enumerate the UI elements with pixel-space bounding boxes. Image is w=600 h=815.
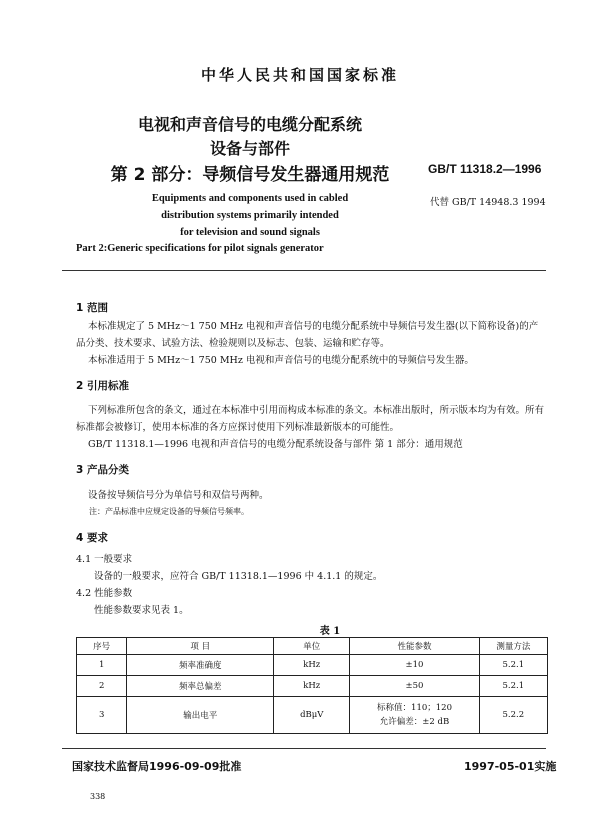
table-cell: kHz [274, 655, 350, 676]
standard-code: GB/T 11318.2—1996 [428, 162, 542, 176]
table-cell: 5.2.1 [479, 655, 547, 676]
implementation-date: 1997-05-01实施 [464, 760, 557, 773]
footer-divider [62, 748, 546, 749]
english-title-line-3: for television and sound signals [180, 227, 320, 238]
table-cell: dBμV [274, 697, 350, 734]
table-row [77, 697, 548, 734]
document-title-line-3: 第 2 部分：导频信号发生器通用规范 [110, 165, 390, 185]
replaces-standard: 代替 GB/T 14948.3 1994 [430, 197, 546, 208]
table-cell: 输出电平 [127, 697, 274, 734]
section-2-paragraph: 下列标准所包含的条文，通过在本标准中引用而构成本标准的条文。本标准出版时，所示版本均为有效。所有标准都会被修订，使用本标准的各方应探讨使用下列标准最新版本的可能性。 [76, 405, 545, 433]
table-cell: 3 [77, 697, 127, 734]
section-2-title: 2 引用标准 [76, 380, 129, 392]
approval-issuer: 国家技术监督局1996-09-09批准 [72, 760, 242, 773]
section-4-2-title: 4.2 性能参数 [76, 588, 133, 599]
page-number: 338 [90, 792, 106, 801]
table-cell: 5.2.1 [479, 676, 547, 697]
section-4-1-title: 4.1 一般要求 [76, 554, 133, 565]
table-header-cell: 测量方法 [479, 638, 547, 655]
english-title-line-1: Equipments and components used in cabled [151, 193, 349, 204]
section-1-title: 1 范围 [76, 302, 108, 314]
param-tolerance: 允许偏差：±2 dB [379, 717, 450, 727]
table-cell: kHz [274, 676, 350, 697]
table-caption: 表 1 [319, 626, 341, 637]
table-cell: 2 [77, 676, 127, 697]
table-header-row [77, 638, 548, 655]
table-header-cell: 性能参数 [350, 638, 479, 655]
table-row [77, 676, 548, 697]
table-cell: 1 [77, 655, 127, 676]
header-divider [62, 270, 546, 271]
section-4-1-paragraph: 设备的一般要求，应符合 GB/T 11318.1—1996 中 4.1.1 的规定。 [94, 571, 383, 582]
table-row [77, 655, 548, 676]
table-cell: ±50 [350, 676, 479, 697]
table-cell: 5.2.2 [479, 697, 547, 734]
section-3-note: 注：产品标准中应规定设备的导频信号频率。 [89, 507, 249, 516]
section-1-paragraph-1: 本标准规定了 5 MHz～1 750 MHz 电视和声音信号的电缆分配系统中导频信号发生器(以下简称设备)的产品分类、技术要求、试验方法、检验规则以及标志、包装、运输和贮存等。 [76, 321, 539, 349]
english-title-line-4: Part 2:Generic specifications for pilot signals generator [76, 243, 324, 254]
table-header-cell: 单位 [274, 638, 350, 655]
table-header-cell: 序号 [77, 638, 127, 655]
param-nominal: 标称值：110；120 [377, 703, 452, 713]
section-1-paragraph-2: 本标准适用于 5 MHz～1 750 MHz 电视和声音信号的电缆分配系统中的导频信号发生器。 [88, 355, 474, 366]
performance-table [76, 637, 548, 734]
table-cell: 频率总偏差 [127, 676, 274, 697]
section-4-title: 4 要求 [76, 532, 108, 544]
section-4-2-paragraph: 性能参数要求见表 1。 [94, 605, 189, 616]
section-2-reference: GB/T 11318.1—1996 电视和声音信号的电缆分配系统设备与部件 第 1 部分：通用规范 [88, 439, 463, 450]
table-cell: 频率准确度 [127, 655, 274, 676]
section-3-title: 3 产品分类 [76, 464, 129, 476]
standard-type-header: 中华人民共和国国家标准 [200, 66, 399, 84]
table-cell [350, 697, 479, 734]
table-cell: ±10 [350, 655, 479, 676]
document-title-line-2: 设备与部件 [209, 139, 290, 158]
section-3-paragraph: 设备按导频信号分为单信号和双信号两种。 [88, 490, 269, 501]
english-title-line-2: distribution systems primarily intended [161, 210, 339, 221]
document-title-line-1: 电视和声音信号的电缆分配系统 [137, 115, 362, 134]
table-header-cell: 项 目 [127, 638, 274, 655]
